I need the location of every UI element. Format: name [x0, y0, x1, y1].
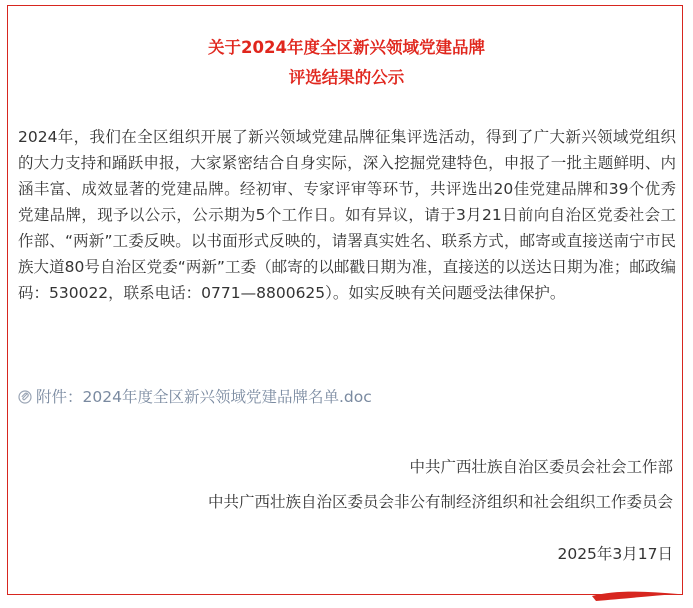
notice-title-line-2: 评选结果的公示 — [288, 68, 405, 87]
signature-two-new-committee: 中共广西壮族自治区委员会非公有制经济组织和社会组织工作委员会 — [207, 493, 673, 511]
red-swoosh-decoration — [590, 588, 680, 604]
signature-social-work-dept: 中共广西壮族自治区委员会社会工作部 — [409, 458, 673, 476]
paperclip-icon — [18, 390, 32, 404]
notice-body-paragraph: 2024年，我们在全区组织开展了新兴领域党建品牌征集评选活动，得到了广大新兴领域党组织的大力支持和踊跃申报，大家紧密结合自身实际，深入挖掘党建特色，申报了一批主题鲜明、内涵丰富、成效显著的党建品牌。经初审、专家评审等环节，共评选出20佳党建品牌和39个优秀党建品牌，现予以公示，公示期为5个工作日。如有异议，请于3月21日前向自治区党委社会工作部、“两新”工委反映。以书面形式反映的，请署真实姓名、联系方式，邮寄或直接送南宁市民族大道80号自治区党委“两新”工委（邮寄的以邮戳日期为准，直接送的以送达日期为准；邮政编码：530022，联系电话：0771—8800625）。如实反映有关问题受法律保护。 — [18, 128, 676, 302]
notice-title-line-1: 关于2024年度全区新兴领域党建品牌 — [208, 38, 485, 57]
notice-date: 2025年3月17日 — [557, 545, 673, 563]
attachment-link[interactable] — [18, 386, 372, 408]
attachment-label: 附件：2024年度全区新兴领域党建品牌名单.doc — [36, 388, 372, 406]
